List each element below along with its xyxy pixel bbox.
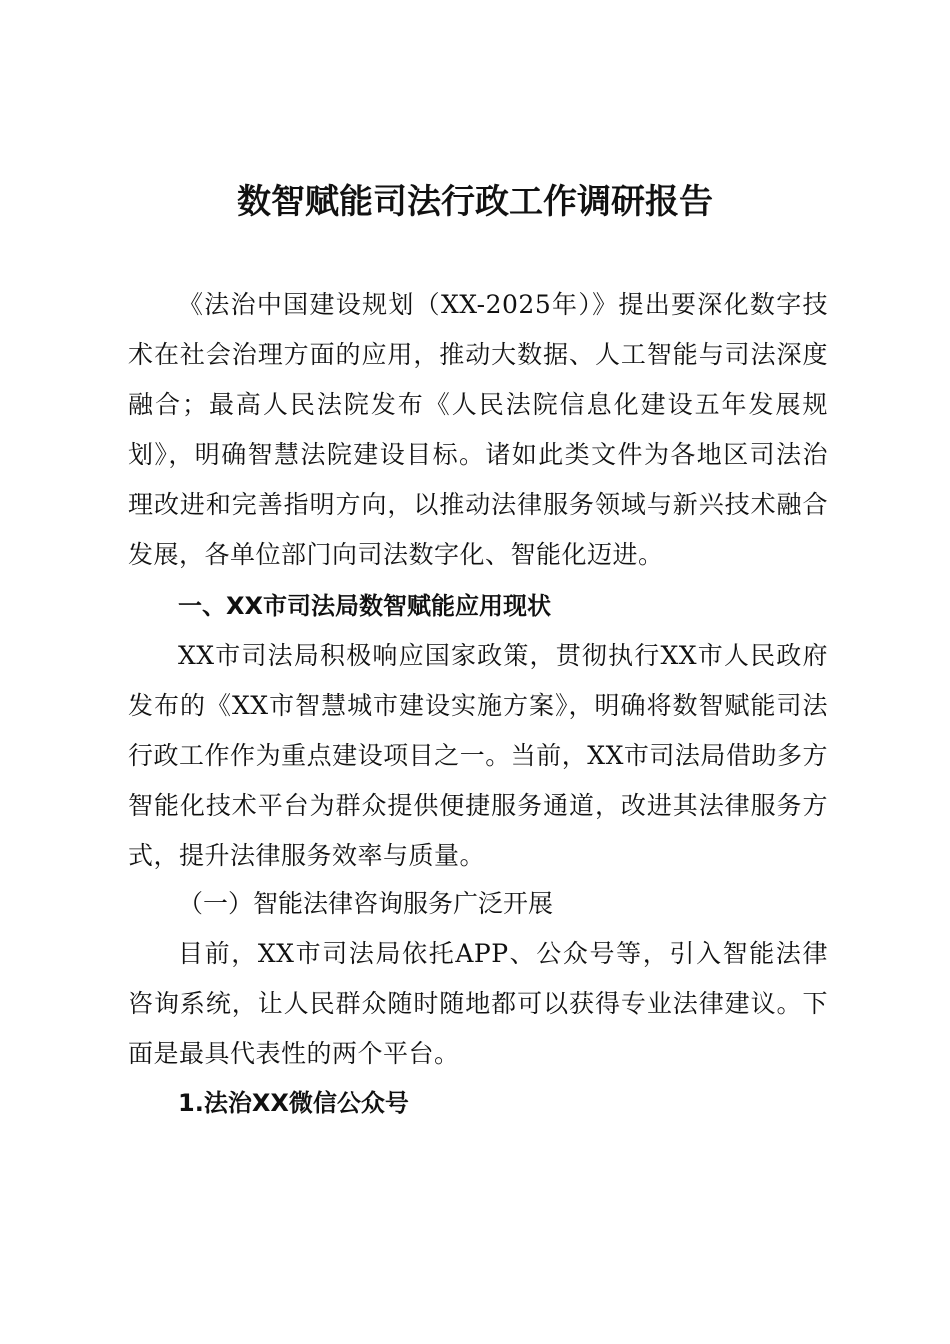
section1-body [128, 631, 828, 881]
section1-paragraph: XX市司法局积极响应国家政策，贯彻执行XX市人民政府发布的《XX市智慧城市建设实施方案》，明确将数智赋能司法行政工作作为重点建设项目之一。当前，XX市司法局借助多方智能化技术平台为群众提供便捷服务通道，改进其法律服务方式，提升法律服务效率与质量。 [128, 641, 828, 870]
intro-section [128, 280, 828, 580]
document-title: 数智赋能司法行政工作调研报告 [237, 182, 713, 222]
item1-heading: 1.法治XX微信公众号 [178, 1089, 409, 1117]
section1-heading-block [128, 581, 828, 631]
subsection1-body [128, 929, 828, 1079]
subsection1-heading: （一）智能法律咨询服务广泛开展 [178, 889, 554, 918]
item1-heading-block [128, 1078, 828, 1128]
subsection1-heading-block [128, 879, 828, 929]
section1-heading: 一、XX市司法局数智赋能应用现状 [178, 592, 552, 620]
subsection1-paragraph: 目前，XX市司法局依托APP、公众号等，引入智能法律咨询系统，让人民群众随时随地都可以获得专业法律建议。下面是最具代表性的两个平台。 [128, 939, 828, 1068]
intro-paragraph: 《法治中国建设规划（XX-2025年）》提出要深化数字技术在社会治理方面的应用，推动大数据、人工智能与司法深度融合；最高人民法院发布《人民法院信息化建设五年发展规划》，明确智慧法院建设目标。诸如此类文件为各地区司法治理改进和完善指明方向，以推动法律服务领域与新兴技术融合发展，各单位部门向司法数字化、智能化迈进。 [128, 290, 828, 569]
